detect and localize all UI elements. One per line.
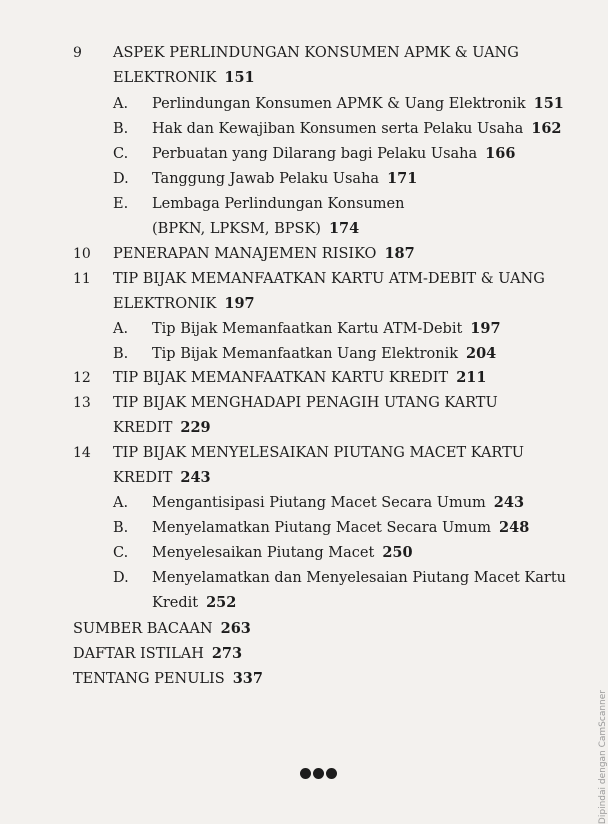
toc-entry: A. bbox=[113, 495, 129, 511]
page-number: 252 bbox=[206, 594, 237, 611]
toc-entry: E. bbox=[113, 196, 129, 212]
toc-entry: A. bbox=[113, 96, 129, 112]
toc-entry-title: Mengantisipasi Piutang Macet Secara Umum 243 bbox=[152, 494, 525, 511]
chapter-title-cont: ELEKTRONIK 197 bbox=[113, 295, 255, 312]
toc-entry-title: Perlindungan Konsumen APMK & Uang Elektronik 151 bbox=[152, 95, 564, 112]
chapter-title: PENERAPAN MANAJEMEN RISIKO 187 bbox=[113, 245, 415, 262]
toc-entry-title: Perbuatan yang Dilarang bagi Pelaku Usaha 166 bbox=[152, 145, 516, 162]
page-number: 197 bbox=[470, 320, 501, 337]
chapter-title: TIP BIJAK MENGHADAPI PENAGIH UTANG KARTU bbox=[113, 395, 498, 411]
toc-entry: B. bbox=[113, 121, 129, 137]
ornament-dot bbox=[313, 768, 324, 779]
page-number: 250 bbox=[382, 544, 413, 561]
chapter-title-cont: KREDIT 229 bbox=[113, 419, 211, 436]
page-number: 171 bbox=[387, 170, 418, 187]
toc-entry-title: Hak dan Kewajiban Konsumen serta Pelaku Usaha 162 bbox=[152, 120, 562, 137]
toc-entry: A. bbox=[113, 321, 129, 337]
toc-entry-title-cont: Kredit 252 bbox=[152, 594, 237, 611]
chapter-number: 11 bbox=[73, 271, 91, 287]
chapter-title: TIP BIJAK MEMANFAATKAN KARTU ATM-DEBIT & UANG bbox=[113, 271, 545, 287]
back-matter-entry: DAFTAR ISTILAH 273 bbox=[73, 645, 243, 662]
back-matter-entry: SUMBER BACAAN 263 bbox=[73, 620, 251, 637]
chapter-number: 12 bbox=[73, 370, 91, 386]
page-number: 337 bbox=[232, 670, 263, 687]
toc-entry-title: Tip Bijak Memanfaatkan Uang Elektronik 204 bbox=[152, 345, 497, 362]
back-matter-entry: TENTANG PENULIS 337 bbox=[73, 670, 263, 687]
toc-entry-title: Tip Bijak Memanfaatkan Kartu ATM-Debit 197 bbox=[152, 320, 501, 337]
chapter-title-cont: ELEKTRONIK 151 bbox=[113, 69, 255, 86]
page-number: 151 bbox=[224, 69, 255, 86]
chapter-number: 10 bbox=[73, 246, 91, 262]
page-number: 273 bbox=[211, 645, 243, 662]
ornament-dot bbox=[300, 768, 311, 779]
page-number: 197 bbox=[224, 295, 255, 312]
toc-entry: B. bbox=[113, 346, 129, 362]
page-number: 263 bbox=[220, 620, 251, 637]
page-number: 211 bbox=[456, 369, 487, 386]
toc-entry: D. bbox=[113, 171, 129, 187]
chapter-title: TIP BIJAK MEMANFAATKAN KARTU KREDIT 211 bbox=[113, 369, 487, 386]
toc-entry: B. bbox=[113, 520, 129, 536]
ornament-dot bbox=[326, 768, 337, 779]
page-number: 243 bbox=[493, 494, 525, 511]
scanner-watermark: Dipindai dengan CamScanner bbox=[598, 690, 608, 824]
toc-entry-title: Tanggung Jawab Pelaku Usaha 171 bbox=[152, 170, 418, 187]
toc-entry-title: Menyelesaikan Piutang Macet 250 bbox=[152, 544, 413, 561]
toc-entry-title: Menyelamatkan dan Menyelesaian Piutang Macet Kartu bbox=[152, 570, 567, 586]
page-number: 187 bbox=[384, 245, 415, 262]
toc-entry: C. bbox=[113, 146, 129, 162]
chapter-number: 14 bbox=[73, 445, 91, 461]
toc-entry-title: Lembaga Perlindungan Konsumen bbox=[152, 196, 405, 212]
page-number: 151 bbox=[533, 95, 564, 112]
toc-entry-title-cont: (BPKN, LPKSM, BPSK) 174 bbox=[152, 220, 360, 237]
page-number: 248 bbox=[499, 519, 530, 536]
page-number: 174 bbox=[328, 220, 360, 237]
page-number: 229 bbox=[180, 419, 211, 436]
toc-entry-title: Menyelamatkan Piutang Macet Secara Umum 248 bbox=[152, 519, 530, 536]
page-number: 204 bbox=[466, 345, 497, 362]
page-number: 166 bbox=[485, 145, 516, 162]
chapter-number: 13 bbox=[73, 395, 91, 411]
toc-entry: C. bbox=[113, 545, 129, 561]
chapter-number: 9 bbox=[73, 45, 82, 61]
toc-entry: D. bbox=[113, 570, 129, 586]
page-ornament bbox=[300, 768, 337, 779]
page-number: 243 bbox=[180, 469, 211, 486]
chapter-title-cont: KREDIT 243 bbox=[113, 469, 211, 486]
chapter-title: ASPEK PERLINDUNGAN KONSUMEN APMK & UANG bbox=[113, 45, 519, 61]
chapter-title: TIP BIJAK MENYELESAIKAN PIUTANG MACET KARTU bbox=[113, 445, 524, 461]
page-number: 162 bbox=[531, 120, 562, 137]
